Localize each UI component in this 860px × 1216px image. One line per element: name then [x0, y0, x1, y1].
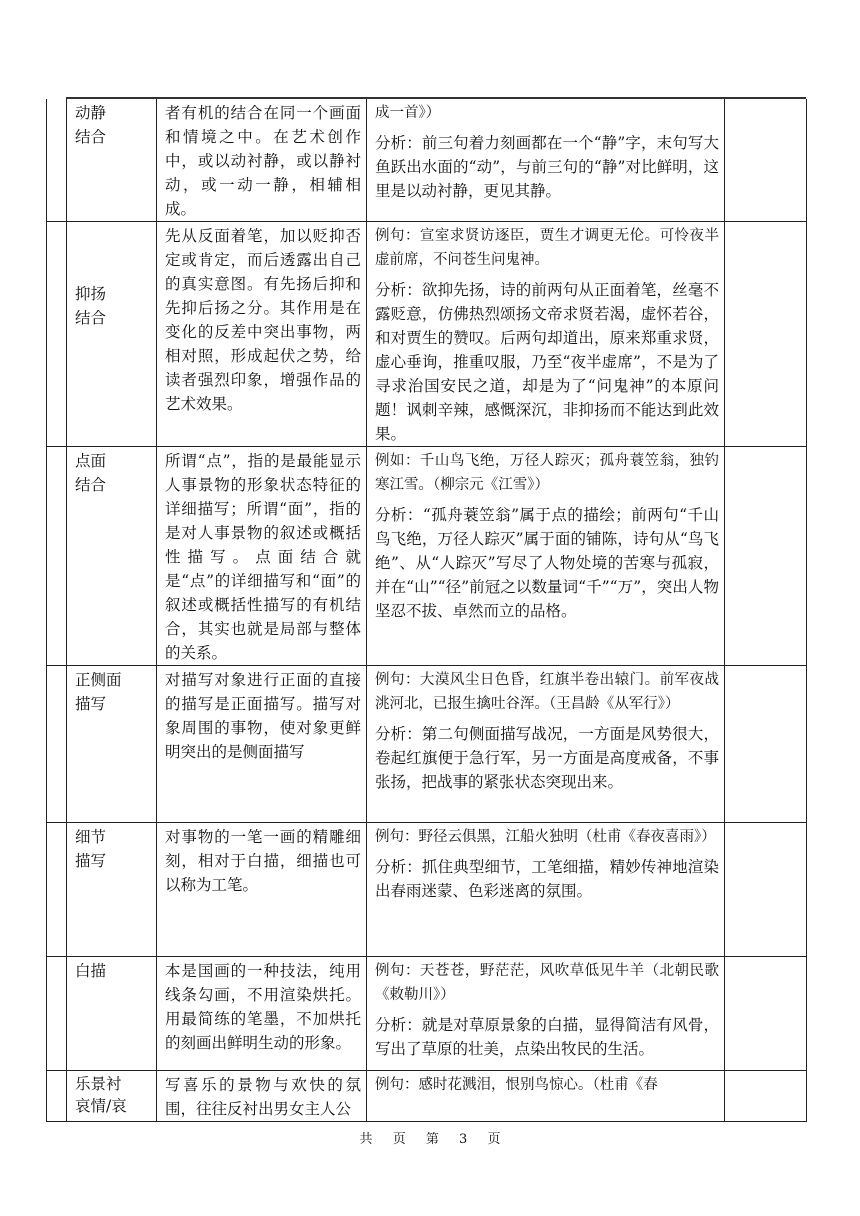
- analysis-text: 分析：前三句着力刻画都在一个“静”字，末句写大鱼跃出水面的“动”，与前三句的“静”对比鲜明，这里是以动衬静，更见其静。: [375, 134, 719, 200]
- notes-cell: [725, 1071, 807, 1122]
- example-text: 例句：宣室求贤访逐臣，贾生才调更无伦。可怜夜半虚前席，不问苍生问鬼神。: [375, 228, 719, 268]
- notes-cell: [725, 823, 807, 957]
- example-cell: [367, 99, 725, 222]
- table-row: [47, 957, 807, 1071]
- definition-cell: 本是国画的一种技法，纯用线条勾画，不用渲染烘托。用最简练的笔墨，不加烘托的刻画出鲜明生动的形象。: [157, 957, 367, 1071]
- analysis-text: 分析：欲抑先扬，诗的前两句从正面着笔，丝毫不露贬意，仿佛热烈颂扬文帝求贤若渴，虚怀若谷，和对贾生的赞叹。后两句却道出，原来郑重求贤，虚心垂询，推重叹服，乃至“夜半虚席”，不是为了寻求治国安民之道，却是为了“问鬼神”的本原问题！讽刺辛辣，感慨深沉，非抑扬而不能达到此效果。: [375, 281, 719, 443]
- example-text: 例句：天苍苍，野茫茫，风吹草低见牛羊（北朝民歌《敕勒川》）: [375, 963, 719, 1003]
- notes-cell: [725, 666, 807, 823]
- example-cell: [367, 957, 725, 1071]
- example-cell: [367, 1071, 725, 1122]
- left-margin-cell: [47, 666, 67, 823]
- term-cell: 乐景衬 哀情/哀: [67, 1071, 157, 1122]
- footer-page-unit: 页: [392, 1132, 406, 1147]
- footer-total: 共: [359, 1132, 373, 1147]
- example-cell: [367, 447, 725, 666]
- page-footer: [0, 1128, 860, 1147]
- term-cell: 动静 结合: [67, 99, 157, 222]
- table-row: [47, 447, 807, 666]
- example-cell: [367, 222, 725, 447]
- definition-cell: 先从反面着笔，加以贬抑否定或肯定，而后透露出自己的真实意图。有先扬后抑和先抑后扬之分。其作用是在变化的反差中突出事物，两相对照，形成起伏之势，给读者强烈印象，增强作品的艺术效果。: [157, 222, 367, 447]
- footer-page-number: 3: [459, 1132, 468, 1147]
- notes-cell: [725, 957, 807, 1071]
- table-row: [47, 99, 807, 222]
- table-row: [47, 1071, 807, 1122]
- example-text: 例句：野径云俱黑，江船火独明（杜甫《春夜喜雨》）: [375, 829, 716, 845]
- definition-cell: 写喜乐的景物与欢快的氛围，往往反衬出男女主人公: [157, 1071, 367, 1122]
- left-margin-cell: [47, 99, 67, 222]
- left-margin-cell: [47, 823, 67, 957]
- notes-cell: [725, 99, 807, 222]
- definition-cell: 对事物的一笔一画的精雕细刻，相对于白描，细描也可以称为工笔。: [157, 823, 367, 957]
- example-cell: [367, 823, 725, 957]
- footer-nth: 第: [425, 1132, 439, 1147]
- notes-cell: [725, 447, 807, 666]
- left-margin-cell: [47, 222, 67, 447]
- term-cell: 白描: [67, 957, 157, 1071]
- example-text: 例句：大漠风尘日色昏，红旗半卷出辕门。前军夜战洮河北，已报生擒吐谷浑。（王昌龄《从军行》）: [375, 672, 719, 712]
- term-cell: 细节 描写: [67, 823, 157, 957]
- definition-cell: 者有机的结合在同一个画面和情境之中。在艺术创作中，或以动衬静，或以静衬动，或一动一静，相辅相成。: [157, 99, 367, 222]
- analysis-text: 分析：第二句侧面描写战况，一方面是风势很大，卷起红旗便于急行军，另一方面是高度戒备，不事张扬，把战事的紧张状态突现出来。: [375, 725, 719, 791]
- example-cell: [367, 666, 725, 823]
- term-cell: 点面 结合: [67, 447, 157, 666]
- term-cell: 抑扬 结合: [67, 222, 157, 447]
- analysis-text: 分析：就是对草原景象的白描，显得简洁有风骨，写出了草原的壮美，点染出牧民的生活。: [375, 1016, 719, 1058]
- analysis-text: 分析：“孤舟蓑笠翁”属于点的描绘；前两句“千山鸟飞绝，万径人踪灭”属于面的铺陈，诗句从“鸟飞绝”、从“人踪灭”写尽了人物处境的苦寒与孤寂，并在“山”“径”前冠之以数量词“千”“万”，突出人物坚忍不拔、卓然而立的品格。: [375, 506, 719, 620]
- footer-page-unit-2: 页: [487, 1132, 501, 1147]
- table-row: [47, 666, 807, 823]
- table-row: [47, 222, 807, 447]
- left-margin-cell: [47, 1071, 67, 1122]
- example-text: 例句：感时花溅泪，恨别鸟惊心。（杜甫《春: [375, 1077, 658, 1093]
- notes-cell: [725, 222, 807, 447]
- term-cell: 正侧面 描写: [67, 666, 157, 823]
- definition-cell: 对描写对象进行正面的直接的描写是正面描写。描写对象周围的事物，使对象更鲜明突出的是侧面描写: [157, 666, 367, 823]
- example-text: 成一首》）: [375, 105, 441, 121]
- table-row: [47, 823, 807, 957]
- analysis-text: 分析：抓住典型细节，工笔细描，精妙传神地渲染出春雨迷蒙、色彩迷离的氛围。: [375, 858, 719, 900]
- left-margin-cell: [47, 447, 67, 666]
- techniques-table: [46, 99, 807, 1122]
- example-text: 例如：千山鸟飞绝，万径人踪灭；孤舟蓑笠翁，独钓寒江雪。（柳宗元《江雪》）: [375, 453, 719, 493]
- left-margin-cell: [47, 957, 67, 1071]
- definition-cell: 所谓“点”，指的是最能显示人事景物的形象状态特征的详细描写；所谓“面”，指的是对人事景物的叙述或概括性描写。点面结合就是“点”的详细描写和“面”的叙述或概括性描写的有机结合，其实也就是局部与整体的关系。: [157, 447, 367, 666]
